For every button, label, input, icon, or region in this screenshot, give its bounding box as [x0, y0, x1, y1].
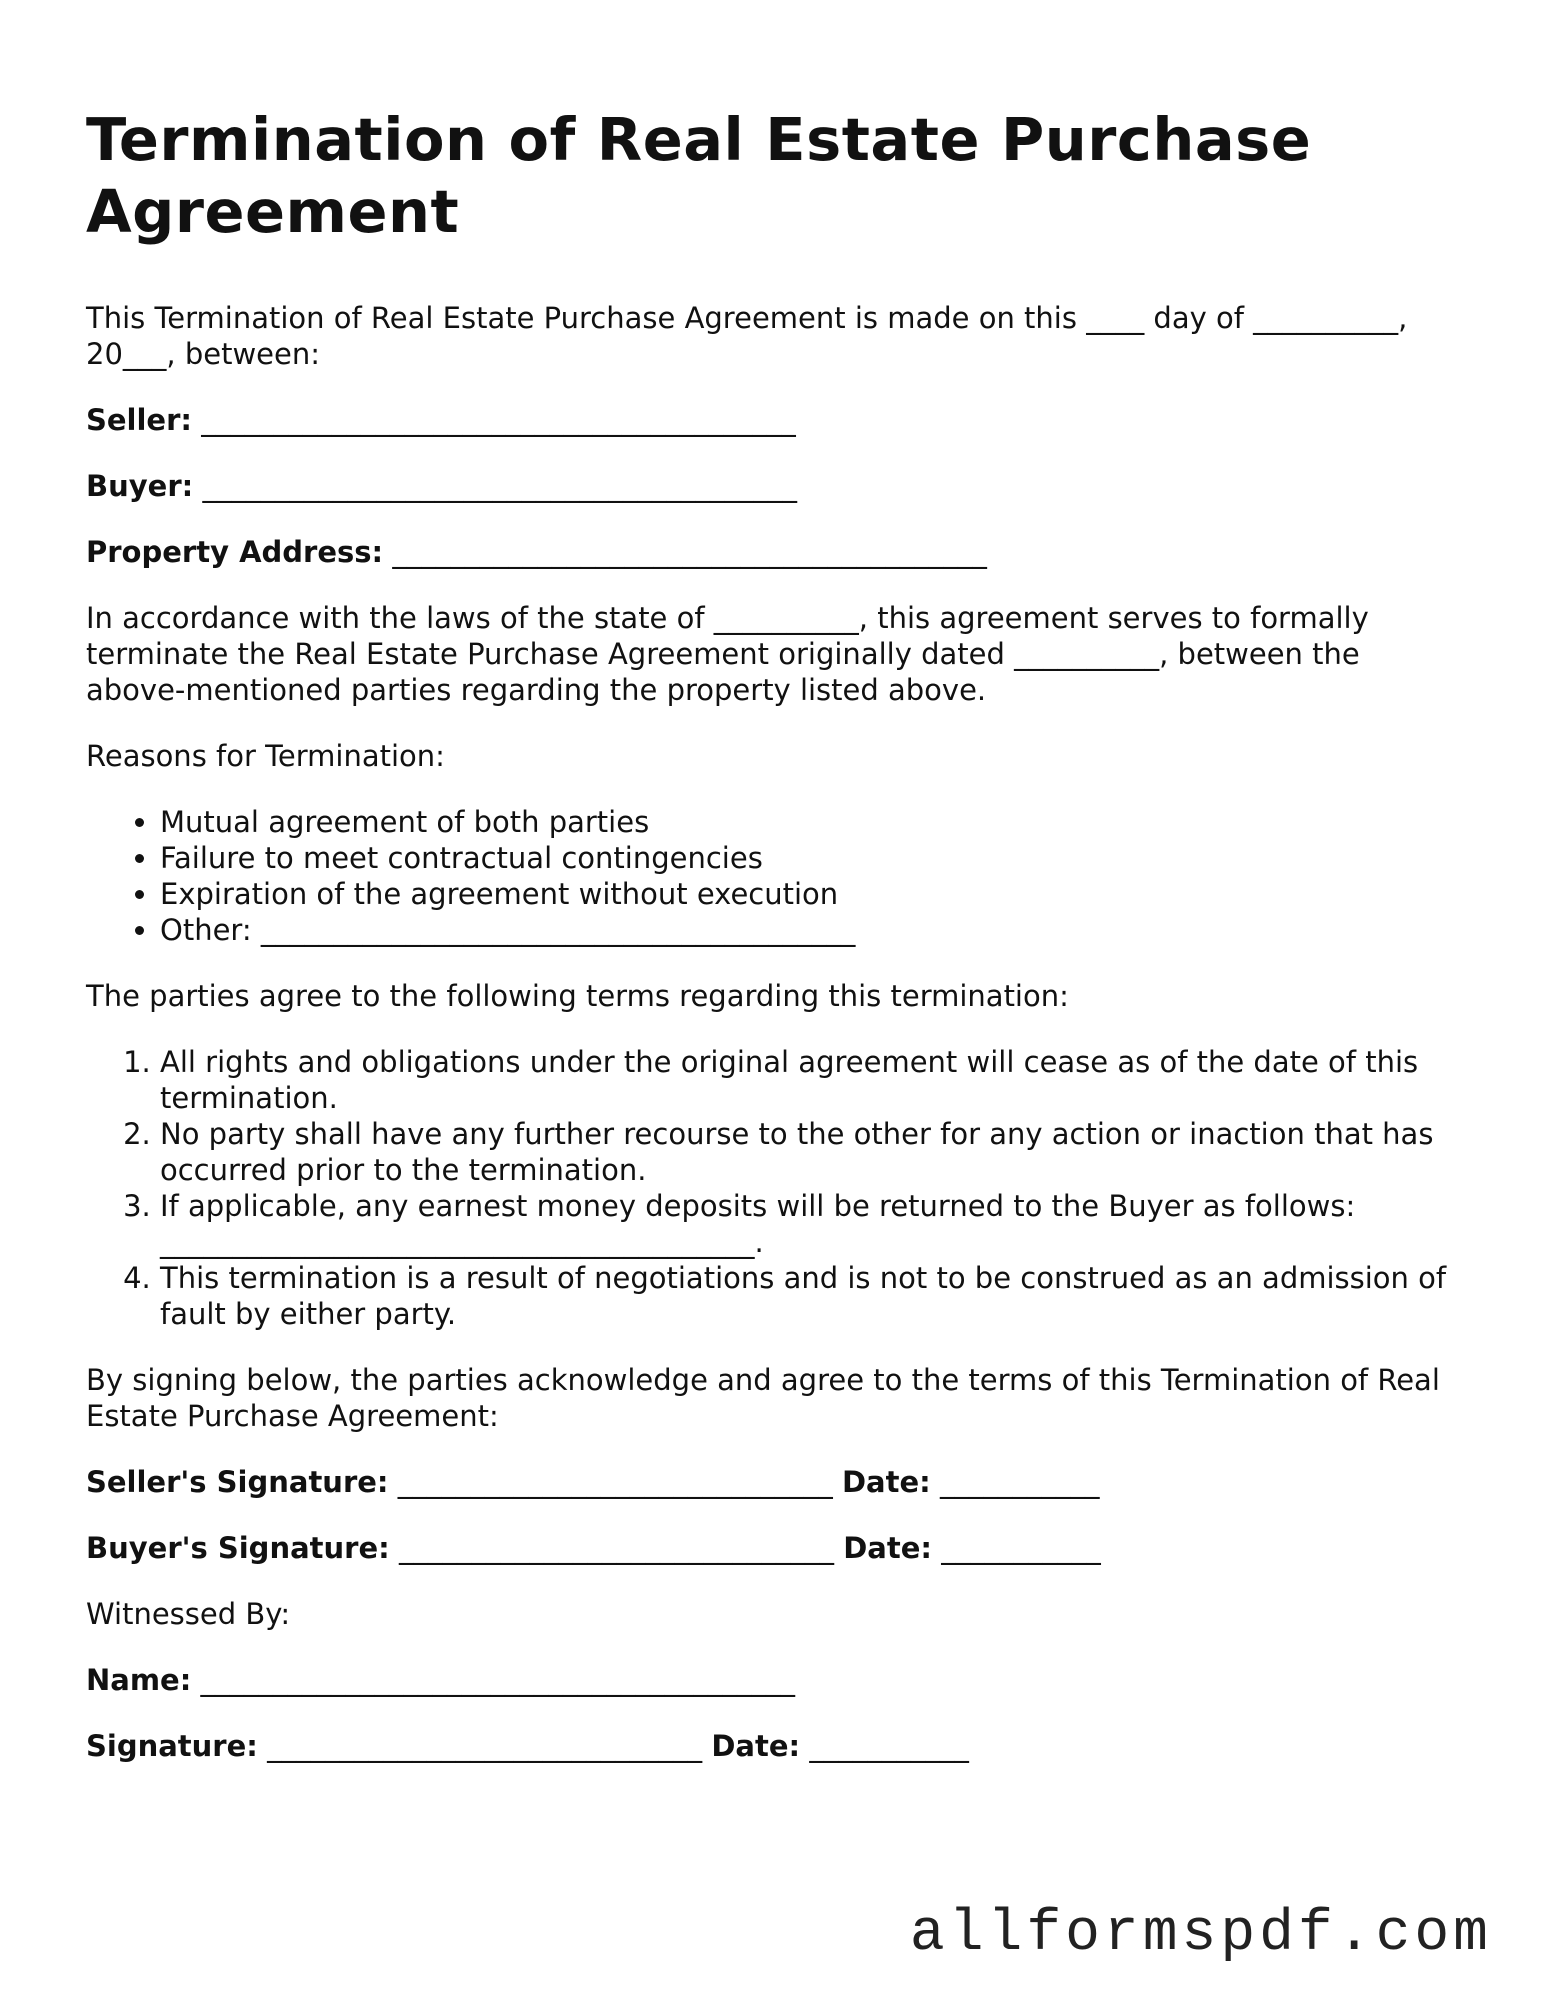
- witness-name-label: Name:: [86, 1663, 192, 1697]
- witness-signature-row: [86, 1728, 1462, 1764]
- witness-name-field: [86, 1662, 1462, 1698]
- list-item: • Other: _________________________________________: [160, 912, 1462, 948]
- list-item: • Mutual agreement of both parties: [160, 804, 1462, 840]
- buyer-blank: _________________________________________: [202, 469, 797, 503]
- buyer-date-blank: ___________: [941, 1531, 1101, 1565]
- buyer-date-label: Date:: [843, 1531, 932, 1565]
- terms-heading: The parties agree to the following terms regarding this termination:: [86, 979, 1069, 1013]
- property-address-field: [86, 534, 1462, 570]
- list-item: • Failure to meet contractual contingencies: [160, 840, 1462, 876]
- property-address-blank: _________________________________________: [392, 535, 987, 569]
- seller-date-label: Date:: [841, 1465, 931, 1499]
- list-item: 4. This termination is a result of negotiations and is not to be construed as an admission of fault by either party.: [160, 1260, 1462, 1332]
- seller-signature-label: Seller's Signature:: [86, 1465, 389, 1499]
- list-item: 1. All rights and obligations under the original agreement will cease as of the date of this termination.: [160, 1044, 1462, 1116]
- reasons-list: [86, 804, 1462, 948]
- document-title: Termination of Real Estate Purchase Agreement: [86, 105, 1312, 246]
- watermark-footer: allformspdf.com: [909, 1902, 1492, 1967]
- property-address-label: Property Address:: [86, 535, 384, 569]
- seller-blank: _________________________________________: [201, 403, 796, 437]
- seller-label: Seller:: [86, 403, 193, 437]
- list-item: 2. No party shall have any further recourse to the other for any action or inaction that has occurred prior to the termination.: [160, 1116, 1462, 1188]
- seller-date-blank: ___________: [939, 1465, 1100, 1499]
- seller-signature-row: [86, 1464, 1462, 1500]
- witness-name-blank: _________________________________________: [200, 1663, 796, 1697]
- witness-date-blank: ___________: [809, 1729, 969, 1763]
- intro-paragraph: This Termination of Real Estate Purchase Agreement is made on this ____ day of __________, 20___, between:: [86, 301, 1408, 371]
- witnessed-by-heading: Witnessed By:: [86, 1597, 291, 1631]
- buyer-label: Buyer:: [86, 469, 194, 503]
- buyer-signature-row: [86, 1530, 1462, 1566]
- acknowledge-paragraph: By signing below, the parties acknowledge and agree to the terms of this Termination of Real Estate Purchase Agreement:: [86, 1363, 1440, 1433]
- seller-signature-blank: ______________________________: [397, 1465, 833, 1499]
- list-item: 3. If applicable, any earnest money deposits will be returned to the Buyer as follows: _________________________________________.: [160, 1188, 1462, 1260]
- list-item: • Expiration of the agreement without execution: [160, 876, 1462, 912]
- terms-list: [86, 1044, 1462, 1332]
- witness-signature-blank: ______________________________: [267, 1729, 703, 1763]
- seller-field: [86, 402, 1462, 438]
- reasons-heading: Reasons for Termination:: [86, 739, 445, 773]
- accordance-paragraph: In accordance with the laws of the state of __________, this agreement serves to formally terminate the Real Estate Purchase Agreement originally dated __________, between the above-mentioned parties regarding the property listed above.: [86, 601, 1369, 707]
- witness-signature-label: Signature:: [86, 1729, 258, 1763]
- buyer-signature-label: Buyer's Signature:: [86, 1531, 390, 1565]
- witness-date-label: Date:: [711, 1729, 801, 1763]
- buyer-field: [86, 468, 1462, 504]
- buyer-signature-blank: ______________________________: [398, 1531, 834, 1565]
